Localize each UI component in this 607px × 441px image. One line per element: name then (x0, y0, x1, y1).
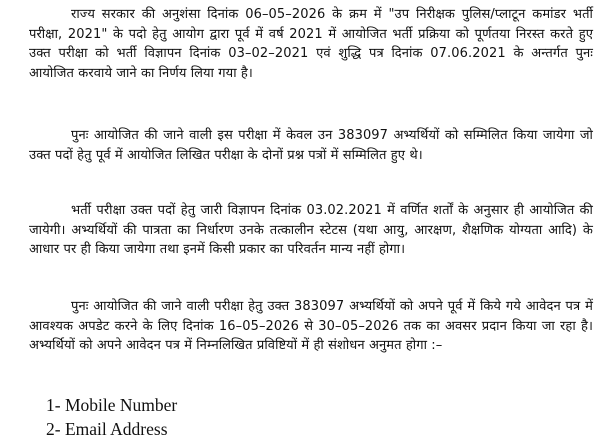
permitted-corrections-list (46, 393, 177, 441)
list-item-email-address: 2- Email Address (46, 419, 168, 439)
list-item-mobile-number: 1- Mobile Number (46, 395, 178, 415)
paragraph-eligibility-conditions: भर्ती परीक्षा उक्त पदों हेतु जारी विज्ञापन दिनांक 03.02.2021 में वर्णित शर्तों के अनुसार ही आयोजित की जायेगी। अभ्यर्थियों की पात्रता का निर्धारण उनके तत्कालीन स्टेटस (यथा आयु, आरक्षण, शैक्षणिक योग्यता आदि) के आधार पर ही किया जायेगा तथा इनमें किसी प्रकार का परिवर्तन मान्य नहीं होगा। (29, 203, 593, 257)
paragraph-eligible-candidates: पुनः आयोजित की जाने वाली इस परीक्षा में केवल उन 383097 अभ्यर्थियों को सम्मिलित किया जायेगा जो उक्त पदों हेतु पूर्व में आयोजित लिखित परीक्षा के दोनों प्रश्न पत्रों में सम्मिलित हुए थे। (29, 128, 593, 163)
paragraph-application-update-window: पुनः आयोजित की जाने वाली परीक्षा हेतु उक्त 383097 अभ्यर्थियों को अपने पूर्व में किये गये आवेदन पत्र में आवश्यक अपडेट करने के लिए दिनांक 16–05–2026 से 30–05–2026 तक का अवसर प्रदान किया जा रहा है। अभ्यर्थियों को अपने आवेदन पत्र में निम्नलिखित प्रविष्टियों में ही संशोधन अनुमत होगा :– (29, 299, 593, 353)
paragraph-cancellation-decision: राज्य सरकार की अनुशंसा दिनांक 06–05–2026 के क्रम में "उप निरीक्षक पुलिस/प्लाटून कमांडर भर्ती परीक्षा, 2021" के पदो हेतु आयोग द्वारा पूर्व में वर्ष 2021 में आयोजित भर्ती प्रक्रिया को पूर्णतया निरस्त करते हुए उक्त परीक्षा को भर्ती विज्ञापन दिनांक 03–02–2021 एवं शुद्धि पत्र दिनांक 07.06.2021 के अन्तर्गत पुनः आयोजित करवाये जाने का निर्णय लिया गया है। (29, 7, 593, 81)
